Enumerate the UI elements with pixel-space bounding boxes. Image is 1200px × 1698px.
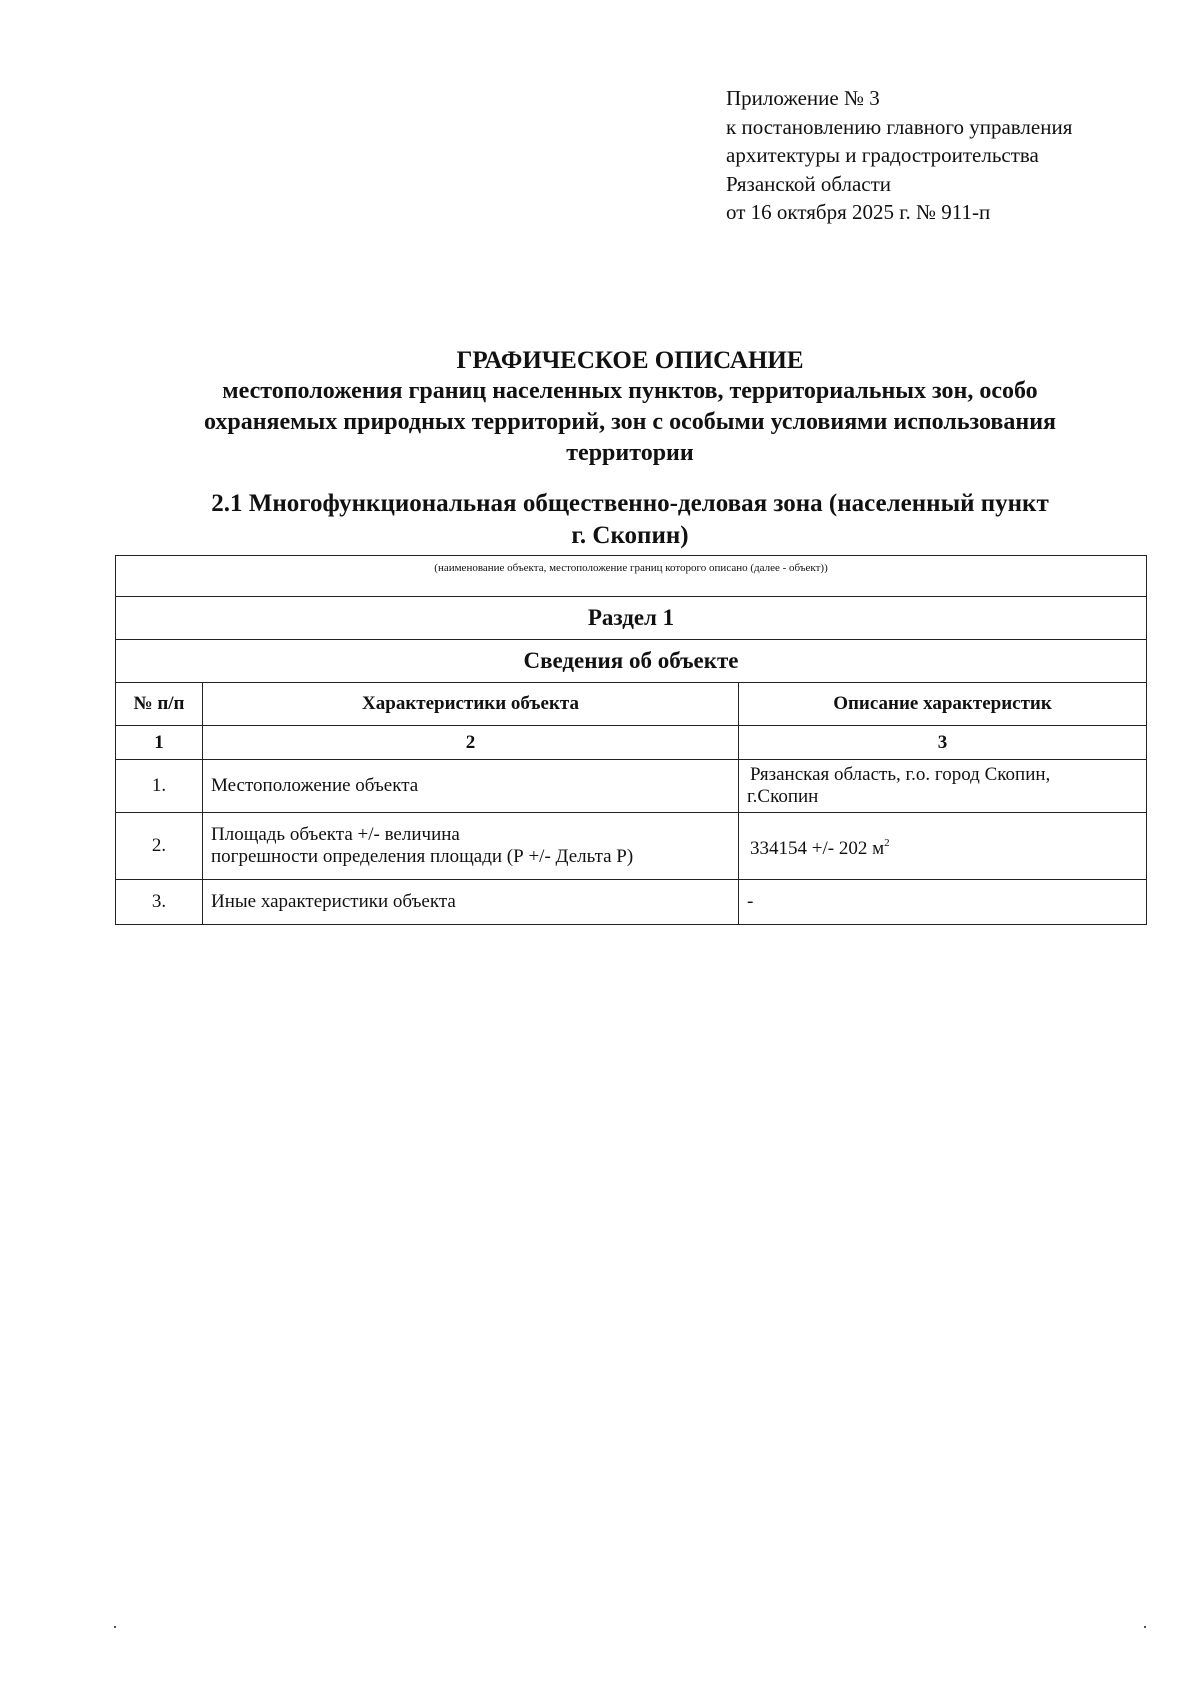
row-characteristic: Местоположение объекта xyxy=(203,760,739,813)
area-value: 334154 +/- 202 м xyxy=(750,837,885,859)
zone-title-line: г. Скопин) xyxy=(571,522,689,549)
section-title-row xyxy=(116,597,1147,640)
row-description xyxy=(739,813,1147,880)
title-sub-line: местоположения границ населенных пунктов, территориальных зон, особо xyxy=(222,378,1038,404)
row-number: 1. xyxy=(116,760,203,813)
column-header: Характеристики объекта xyxy=(203,683,739,726)
characteristic-line: погрешности определения площади (Р +/- Дельта Р) xyxy=(211,846,634,867)
table-caption: (наименование объекта, местоположение границ которого описано (далее - объект)) xyxy=(116,556,1147,597)
column-number: 3 xyxy=(739,726,1147,760)
page-mark xyxy=(114,1626,116,1628)
appendix-header xyxy=(726,84,1072,227)
title-sub-line: охраняемых природных территорий, зон с особыми условиями использования xyxy=(203,409,1057,435)
page-mark xyxy=(1144,1626,1146,1628)
document-title xyxy=(115,346,1145,469)
column-header: Описание характеристик xyxy=(739,683,1147,726)
column-number-row xyxy=(116,726,1147,760)
column-header: № п/п xyxy=(116,683,203,726)
row-description xyxy=(739,760,1147,813)
table-header-row xyxy=(116,683,1147,726)
section-subtitle: Сведения об объекте xyxy=(116,640,1147,683)
row-characteristic xyxy=(203,813,739,880)
section-subtitle-row xyxy=(116,640,1147,683)
appendix-date-line: от 16 октября 2025 г. № 911-п xyxy=(726,200,991,224)
appendix-region-line: Рязанской области xyxy=(726,171,892,196)
characteristic-line: Площадь объекта +/- величина xyxy=(211,824,460,845)
appendix-number: Приложение № 3 xyxy=(726,86,880,110)
title-sub-line: территории xyxy=(566,440,694,466)
appendix-decree-line: к постановлению главного управления xyxy=(726,114,1073,139)
object-info-table xyxy=(115,555,1147,925)
table-row xyxy=(116,880,1147,925)
row-characteristic: Иные характеристики объекта xyxy=(203,880,739,925)
table-row xyxy=(116,813,1147,880)
description-line: Рязанская область, г.о. город Скопин, xyxy=(750,764,1051,785)
row-description: - xyxy=(739,880,1147,925)
area-unit-exponent: 2 xyxy=(884,837,890,850)
zone-title-line: 2.1 Многофункциональная общественно-деловая зона (населенный пункт xyxy=(211,490,1049,517)
title-main: ГРАФИЧЕСКОЕ ОПИСАНИЕ xyxy=(456,347,804,374)
description-line: г.Скопин xyxy=(747,786,819,807)
row-number: 3. xyxy=(116,880,203,925)
section-title: Раздел 1 xyxy=(116,597,1147,640)
table-row xyxy=(116,760,1147,813)
table-caption-row xyxy=(116,556,1147,597)
column-number: 1 xyxy=(116,726,203,760)
column-number: 2 xyxy=(203,726,739,760)
row-number: 2. xyxy=(116,813,203,880)
appendix-authority-line: архитектуры и градостроительства xyxy=(726,143,1039,167)
zone-title xyxy=(115,488,1145,552)
